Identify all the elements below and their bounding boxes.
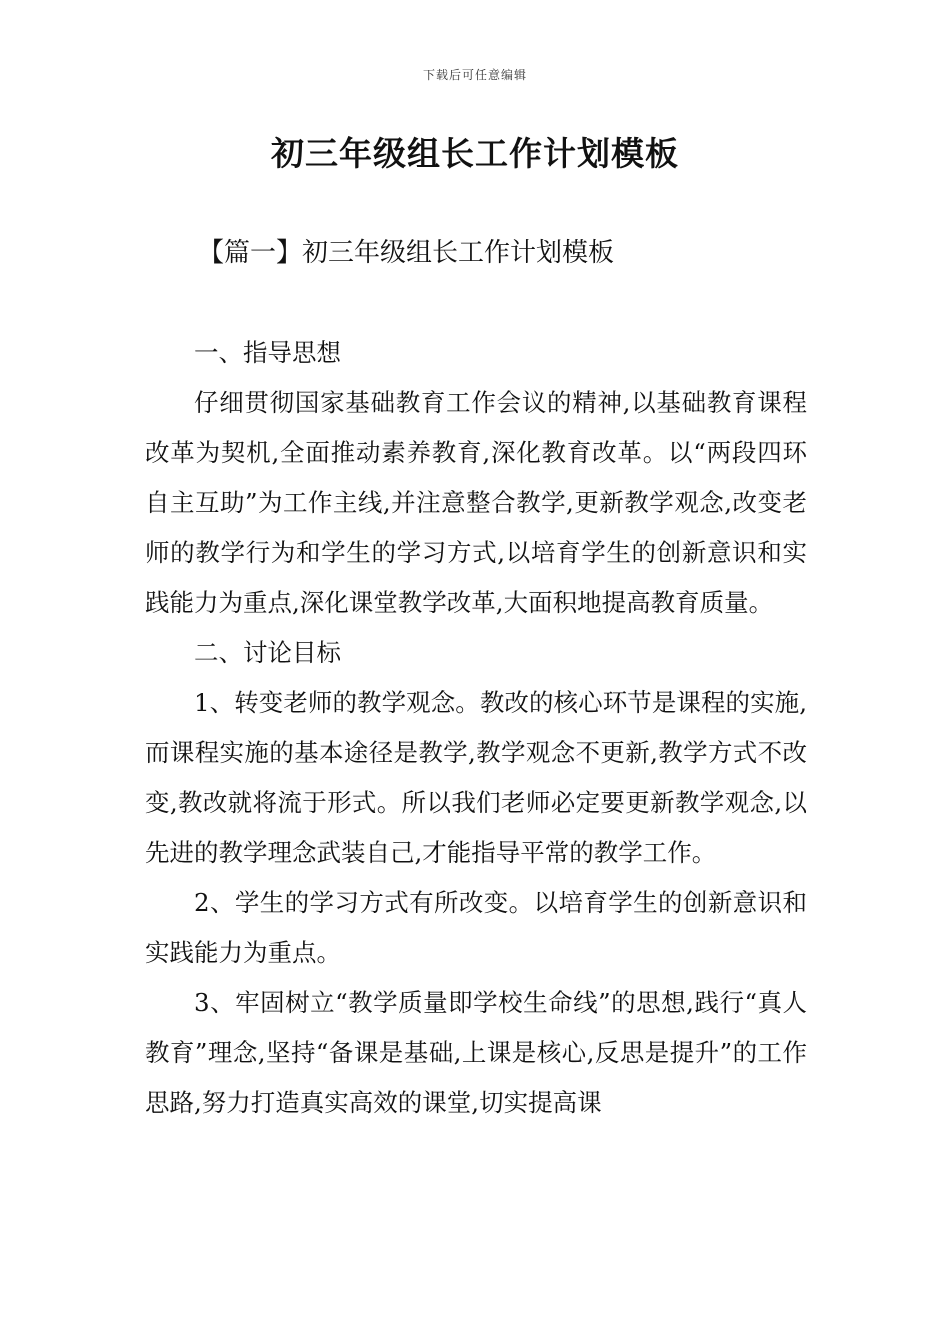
paragraph-goal-3: 3、牢固树立“教学质量即学校生命线”的思想,践行“真人教育”理念,坚持“备课是基础,上课是核心,反思是提升”的工作思路,努力打造真实高效的课堂,切实提高课 bbox=[145, 988, 807, 1117]
body-text bbox=[145, 328, 807, 1128]
heading-guiding-ideology: 一、指导思想 bbox=[194, 338, 341, 367]
heading-research-goals: 二、讨论目标 bbox=[194, 638, 341, 667]
paragraph-guiding-ideology: 仔细贯彻国家基础教育工作会议的精神,以基础教育课程改革为契机,全面推动素养教育,深化教育改革。以“两段四环自主互助”为工作主线,并注意整合教学,更新教学观念,改变老师的教学行为和学生的学习方式,以培育学生的创新意识和实践能力为重点,深化课堂教学改革,大面积地提高教育质量。 bbox=[145, 388, 807, 617]
paragraph-goal-2: 2、学生的学习方式有所改变。以培育学生的创新意识和实践能力为重点。 bbox=[145, 888, 807, 967]
document-title: 初三年级组长工作计划模板 bbox=[271, 134, 679, 173]
section-heading: 【篇一】初三年级组长工作计划模板 bbox=[198, 238, 615, 268]
header-note: 下载后可任意编辑 bbox=[422, 68, 527, 82]
paragraph-goal-1: 1、转变老师的教学观念。教改的核心环节是课程的实施,而课程实施的基本途径是教学,教学观念不更新,教学方式不改变,教改就将流于形式。所以我们老师必定要更新教学观念,以先进的教学理念武装自己,才能指导平常的教学工作。 bbox=[145, 688, 807, 867]
